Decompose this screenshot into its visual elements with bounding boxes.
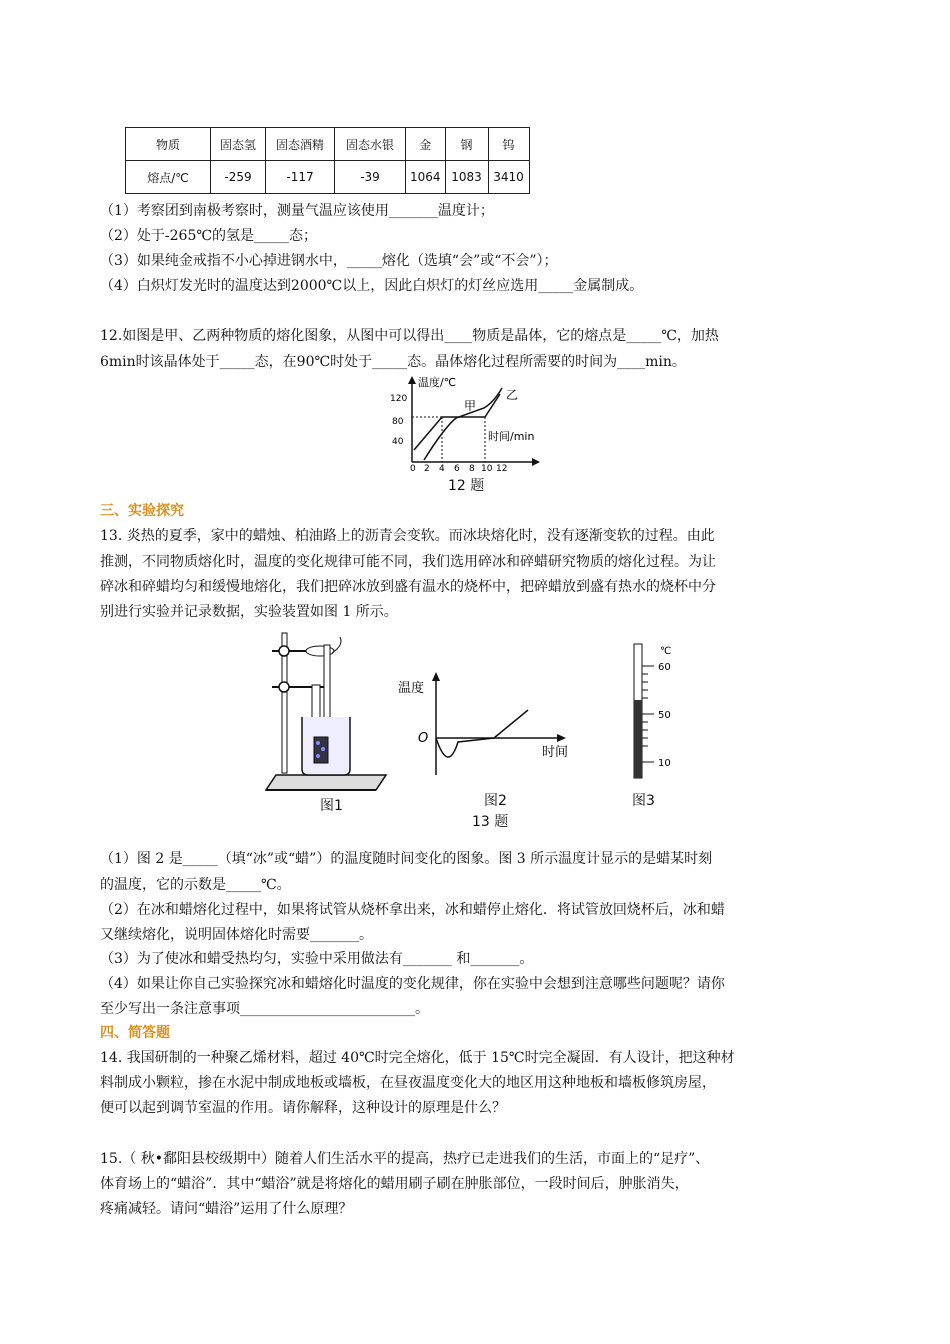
- graph-xtick: 10: [481, 464, 493, 472]
- graph-ylabel: 温度/℃: [418, 376, 457, 389]
- q15-line: 体育场上的“蜡浴”．其中“蜡浴”就是将熔化的蜡用刷子刷在肿胀部位，一段时间后，肿胀消失，: [100, 1176, 689, 1192]
- fig3-thermometer: [622, 640, 692, 785]
- q11-line: （4）白炽灯发光时的温度达到2000℃以上，因此白炽灯的灯丝应选用_____金属制成。: [100, 278, 644, 294]
- table-cell: 固态酒精: [266, 128, 335, 161]
- fig3-unit: ℃: [660, 646, 672, 657]
- fig2-caption: 图2: [484, 793, 507, 809]
- q14-line: 料制成小颗粒，掺在水泥中制成地板或墙板，在昼夜温度变化大的地区用这种地板和墙板修筑房屋，: [100, 1075, 716, 1091]
- q14-line: 便可以起到调节室温的作用。请你解释，这种设计的原理是什么？: [100, 1100, 506, 1116]
- melting-point-table: [125, 127, 530, 194]
- table-cell: 钨: [488, 128, 529, 161]
- q14-line: 14. 我国研制的一种聚乙烯材料，超过 40℃时完全熔化，低于 15℃时完全凝固．有人设计，把这种材: [100, 1050, 735, 1066]
- fig1-caption: 图1: [320, 798, 343, 814]
- table-cell: 1083: [445, 161, 488, 194]
- section-heading: 四、简答题: [100, 1025, 170, 1041]
- q13-answer-line: （4）如果让你自己实验探究冰和蜡熔化时温度的变化规律，你在实验中会想到注意哪些问题呢？请你: [100, 976, 725, 992]
- fig2-origin: O: [418, 731, 429, 746]
- fig2-ylabel: 温度: [398, 681, 425, 696]
- q13-answer-line: （2）在冰和蜡熔化过程中，如果将试管从烧杯拿出来，冰和蜡停止熔化．将试管放回烧杯后，冰和蜡: [100, 902, 725, 918]
- fig3-tick: 50: [658, 710, 671, 721]
- table-cell: 1064: [406, 161, 446, 194]
- q12-caption: 12 题: [448, 478, 485, 494]
- table-cell: -117: [266, 161, 335, 194]
- q13-answer-line: （3）为了使冰和蜡受热均匀，实验中采用做法有_______ 和_______。: [100, 951, 534, 967]
- graph-ytick: 80: [392, 417, 404, 427]
- q13-answer-line: （1）图 2 是_____（填“冰”或“蜡”）的温度随时间变化的图象。图 3 所示温度计显示的是蜡某时刻: [100, 851, 713, 867]
- q13-caption: 13 题: [472, 814, 509, 830]
- graph-label-a: 甲: [464, 399, 477, 413]
- q13-answer-line: 至少写出一条注意事项_________________________。: [100, 1001, 429, 1017]
- graph-ytick: 120: [390, 394, 408, 404]
- table-cell: -259: [211, 161, 266, 194]
- fig3-tick: 60: [658, 662, 671, 673]
- graph-ytick: 40: [392, 437, 404, 447]
- graph-xtick: 4: [439, 464, 445, 472]
- graph-xtick: 6: [454, 464, 460, 472]
- table-row: [126, 161, 530, 194]
- q13-line: 碎冰和碎蜡均匀和缓慢地熔化，我们把碎冰放到盛有温水的烧杯中，把碎蜡放到盛有热水的烧杯中分: [100, 579, 716, 595]
- q13-answer-line: 又继续熔化，说明固体熔化时需要_______。: [100, 927, 373, 943]
- q12-line: 6min时该晶体处于_____态，在90℃时处于_____态。晶体熔化过程所需要的时间为____min。: [100, 354, 686, 370]
- q15-line: 15.（ 秋•鄱阳县校级期中）随着人们生活水平的提高，热疗已走进我们的生活，市面上的“足疗”、: [100, 1151, 710, 1167]
- graph-xtick: 2: [424, 464, 430, 472]
- table-cell: 钢: [445, 128, 488, 161]
- graph-xtick: 0: [410, 464, 416, 472]
- table-cell: -39: [335, 161, 406, 194]
- table-cell: 固态氢: [211, 128, 266, 161]
- fig1-apparatus: [262, 625, 392, 795]
- q13-answer-line: 的温度，它的示数是_____℃。: [100, 877, 291, 893]
- q11-line: （1）考察团到南极考察时，测量气温应该使用_______温度计；: [100, 203, 494, 219]
- fig2-xlabel: 时间: [542, 745, 569, 760]
- graph-label-b: 乙: [506, 388, 519, 402]
- table-cell: 熔点/℃: [126, 161, 211, 194]
- table-cell: 3410: [488, 161, 529, 194]
- table-row: [126, 128, 530, 161]
- fig3-caption: 图3: [632, 793, 655, 809]
- fig3-tick: 10: [658, 758, 671, 769]
- q13-line: 推测，不同物质熔化时，温度的变化规律可能不同，我们选用碎冰和碎蜡研究物质的熔化过程。为让: [100, 554, 716, 570]
- graph-xlabel: 时间/min: [488, 430, 535, 443]
- table-cell: 金: [406, 128, 446, 161]
- q12-line: 12.如图是甲、乙两种物质的熔化图象，从图中可以得出____物质是晶体，它的熔点是_____℃，加热: [100, 328, 719, 344]
- section-heading: 三、实验探究: [100, 503, 184, 519]
- fig2-graph: [398, 670, 578, 780]
- q12-melting-graph: [388, 372, 548, 472]
- graph-xtick: 12: [496, 464, 508, 472]
- graph-xtick: 8: [469, 464, 475, 472]
- q11-line: （2）处于-265℃的氢是_____态；: [100, 228, 318, 244]
- q15-line: 疼痛减轻。请问“蜡浴”运用了什么原理？: [100, 1201, 353, 1217]
- table-cell: 物质: [126, 128, 211, 161]
- q13-line: 别进行实验并记录数据，实验装置如图 1 所示。: [100, 604, 398, 620]
- q13-line: 13. 炎热的夏季，家中的蜡烛、柏油路上的沥青会变软。而冰块熔化时，没有逐渐变软的过程。由此: [100, 528, 715, 544]
- table-cell: 固态水银: [335, 128, 406, 161]
- q11-line: （3）如果纯金戒指不小心掉进钢水中，_____熔化（选填“会”或“不会”）；: [100, 253, 558, 269]
